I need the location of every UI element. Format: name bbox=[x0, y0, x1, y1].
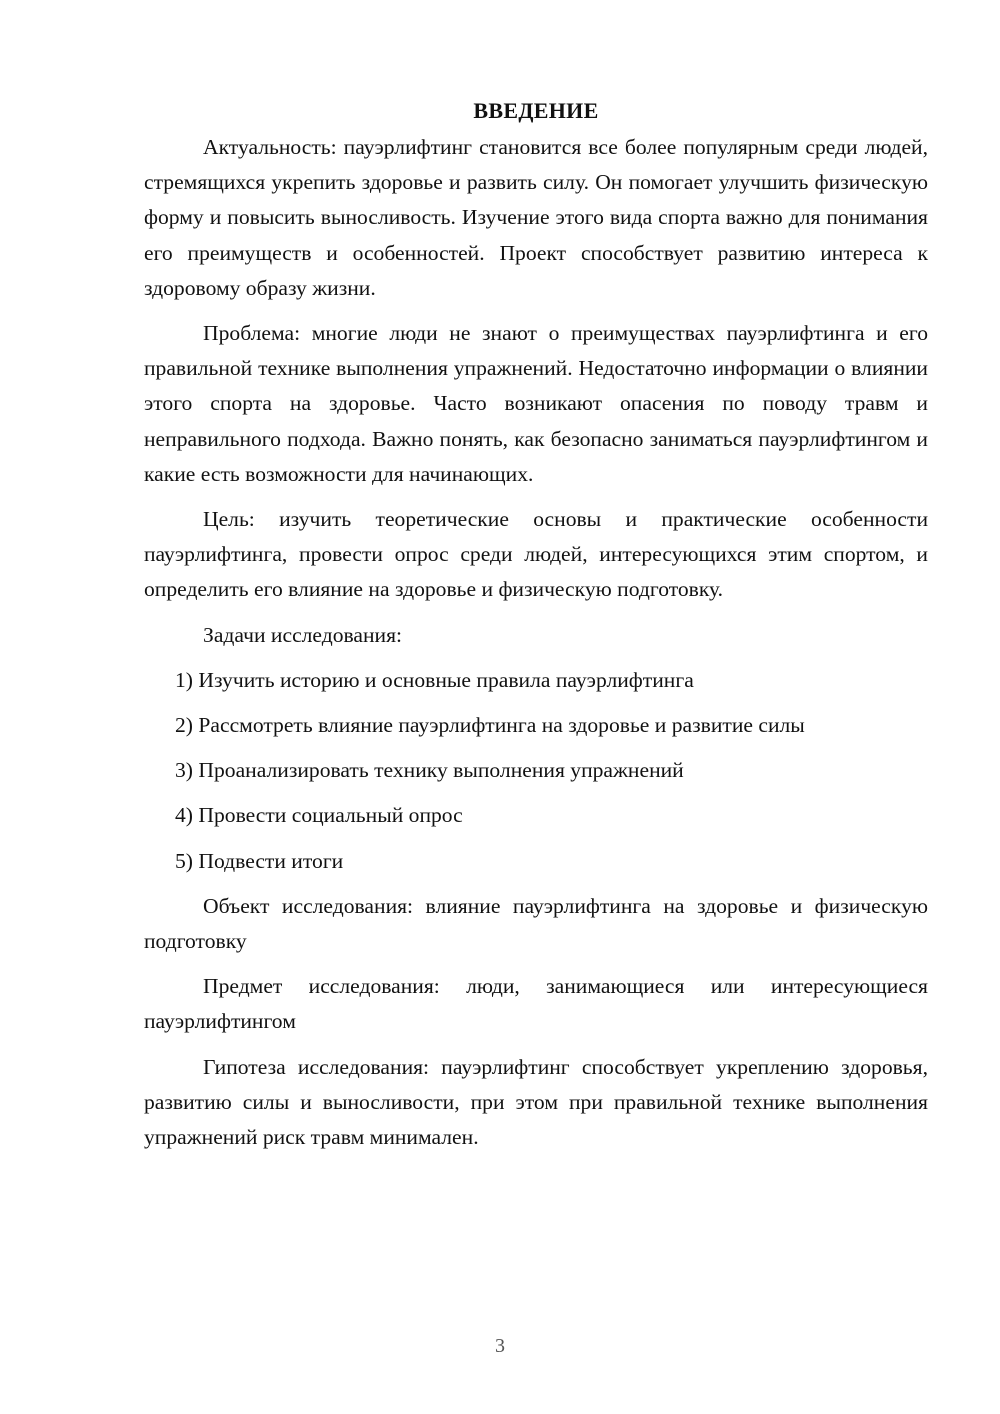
task-item-2: 2) Рассмотреть влияние пауэрлифтинга на здоровье и развитие силы bbox=[175, 713, 805, 738]
goal-paragraph: Цель: изучить теоретические основы и практические особенности пауэрлифтинга, провести опрос среди людей, интересующихся этим спортом, и определить его влияние на здоровье и физическую подготовку. bbox=[144, 507, 928, 602]
relevance-paragraph: Актуальность: пауэрлифтинг становится все более популярным среди людей, стремящихся укрепить здоровье и развить силу. Он помогает улучшить физическую форму и повысить выносливость. Изучение этого вида спорта важно для понимания его преимуществ и особенностей. Проект способствует развитию интереса к здоровому образу жизни. bbox=[144, 135, 928, 300]
task-item-1: 1) Изучить историю и основные правила пауэрлифтинга bbox=[175, 667, 694, 692]
document-page bbox=[144, 96, 928, 1165]
hypothesis-paragraph: Гипотеза исследования: пауэрлифтинг способствует укреплению здоровья, развитию силы и выносливости, при этом при правильной технике выполнения упражнений риск травм минимален. bbox=[144, 1054, 928, 1150]
tasks-list bbox=[144, 663, 928, 879]
subject-paragraph: Предмет исследования: люди, занимающиеся или интересующиеся пауэрлифтингом bbox=[144, 974, 928, 1034]
object-paragraph: Объект исследования: влияние пауэрлифтинга на здоровье и физическую подготовку bbox=[144, 893, 928, 954]
task-item-3: 3) Проанализировать технику выполнения упражнений bbox=[175, 758, 684, 783]
page-number: 3 bbox=[495, 1335, 505, 1357]
task-item-5: 5) Подвести итоги bbox=[175, 848, 344, 873]
problem-paragraph: Проблема: многие люди не знают о преимуществах пауэрлифтинга и его правильной технике выполнения упражнений. Недостаточно информации о влиянии этого спорта на здоровье. Часто возникают опасения по поводу травм и неправильного подхода. Важно понять, как безопасно заниматься пауэрлифтингом и какие есть возможности для начинающих. bbox=[144, 321, 928, 486]
tasks-heading: Задачи исследования: bbox=[203, 622, 403, 647]
task-item-4: 4) Провести социальный опрос bbox=[175, 803, 463, 828]
page-title: ВВЕДЕНИЕ bbox=[473, 98, 599, 123]
